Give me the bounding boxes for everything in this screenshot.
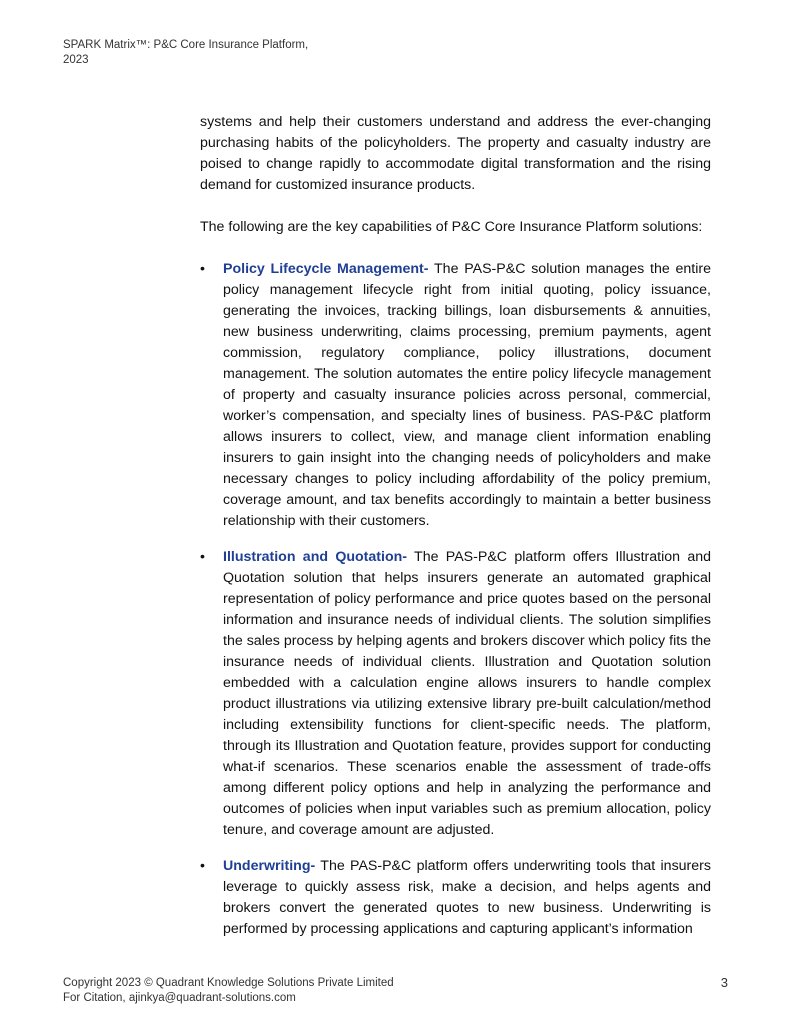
- intro-paragraph: systems and help their customers understand and address the ever-changing purchasing habits of the policyholders. The property and casualty industry are poised to change rapidly to accommodate digital transformation and the rising demand for customized insurance products.: [200, 114, 711, 193]
- page-header: [63, 38, 363, 68]
- list-item-illustration-quotation: [200, 547, 711, 841]
- bullet-text: The PAS-P&C solution manages the entire policy management lifecycle right from initial quoting, policy issuance, generating the invoices, tracking billings, loan disbursements & annuities, new business underwriting, claims processing, premium payments, agent commission, regulatory compliance, policy illustrations, document management. The solution automates the entire policy lifecycle management of property and casualty insurance policies across personal, commercial, worker’s compensation, and specialty lines of business. PAS-P&C platform allows insurers to collect, view, and manage client information enabling insurers to gain insight into the changing needs of policyholders and make necessary changes to policy including affordability of the policy premium, coverage amount, and tax benefits accordingly to maintain a better business relationship with their customers.: [223, 261, 711, 529]
- bullet-icon: •: [200, 549, 205, 565]
- bullet-icon: •: [200, 858, 205, 874]
- list-item-policy-lifecycle: [200, 259, 711, 532]
- bullet-text: The PAS-P&C platform offers Illustration and Quotation solution that helps insurers generate an automated graphical representation of policy performance and price quotes based on the personal information and insurance needs of individual clients. The solution simplifies the sales process by helping agents and brokers discover which policy fits the insurance needs of individual clients. Illustration and Quotation solution embedded with a calculation engine allows insurers to handle complex product illustrations via utilizing extensive library pre-built calculation/method including extensibility functions for client-specific needs. The platform, through its Illustration and Quotation feature, provides support for conducting what-if scenarios. These scenarios enable the assessment of trade-offs among different policy options and help in analyzing the performance and outcomes of policies when input variables such as premium allocation, policy tenure, and coverage amount are adjusted.: [223, 549, 711, 838]
- bullet-term: Illustration and Quotation-: [223, 549, 408, 565]
- bullet-term: Policy Lifecycle Management-: [223, 261, 429, 277]
- bullet-term: Underwriting-: [223, 858, 316, 874]
- bullet-icon: •: [200, 261, 205, 277]
- page-footer: [63, 976, 563, 1006]
- capabilities-list: [200, 259, 711, 940]
- lead-paragraph: The following are the key capabilities of P&C Core Insurance Platform solutions:: [200, 219, 703, 235]
- page-number: 3: [720, 975, 728, 990]
- footer-copyright: Copyright 2023 © Quadrant Knowledge Solutions Private Limited: [63, 977, 394, 989]
- list-item-underwriting: [200, 856, 711, 940]
- main-content: [200, 112, 711, 955]
- footer-citation: For Citation, ajinkya@quadrant-solutions.com: [63, 992, 296, 1004]
- header-title-line2: 2023: [63, 54, 89, 66]
- bullet-text: The PAS-P&C platform offers underwriting tools that insurers leverage to quickly assess risk, make a decision, and helps agents and brokers convert the generated quotes to new business. Underwriting is performed by processing applications and capturing applicant’s information: [223, 858, 711, 937]
- header-title-line1: SPARK Matrix™: P&C Core Insurance Platform,: [63, 39, 309, 51]
